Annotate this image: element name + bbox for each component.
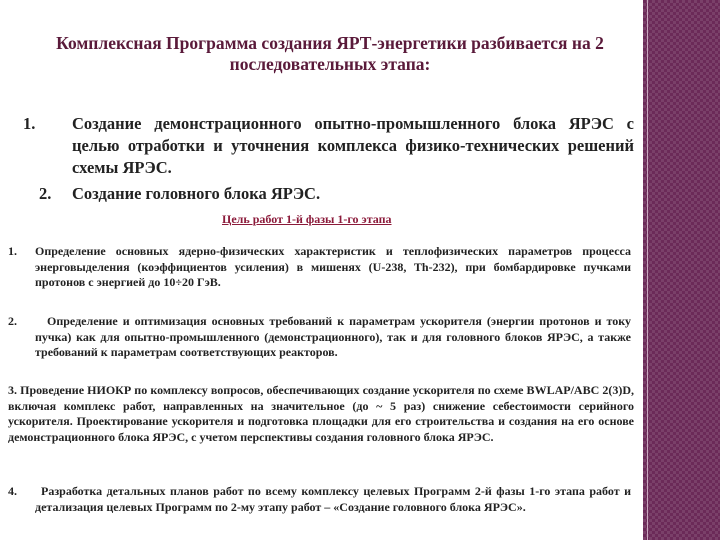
slide-title: Комплексная Программа создания ЯРТ-энергетики разбивается на 2 последовательных этапа: <box>56 33 604 74</box>
goal-2-text: Определение и оптимизация основных требований к параметрам ускорителя (энергии протонов и току пучка) как для опытно-промышленного (демонстрационного), так и для головного блоков ЯРЭС, а также требований к параметрам соответствующих реакторов. <box>35 314 631 359</box>
goal-2-number: 2. <box>8 314 17 328</box>
goal-3 <box>8 383 634 445</box>
stage-1-number: 1. <box>23 114 36 133</box>
goal-1-text: Определение основных ядерно-физических характеристик и теплофизических параметров процесса энерговыделения (коэффициентов усиления) в мишенях (U-238, Th-232), при бомбардировке пучками протонов с энергией до 10÷20 ГэВ. <box>35 244 631 289</box>
phase-goal-subheading: Цель работ 1-й фазы 1-го этапа <box>222 212 392 226</box>
goal-1-number: 1. <box>8 244 17 258</box>
goal-3-text: Проведение НИОКР по комплексу вопросов, обеспечивающих создание ускорителя по схеме BWLAP/ABC 2(3)D, включая комплекс работ, направленных на значительное (до ~ 5 раз) снижение себестоимости серийного ускорителя. Проектирование ускорителя и подготовка площадки для его строительства и создания на его основе демонстрационного блока ЯРЭС, с учетом перспективы создания головного блока ЯРЭС. <box>8 383 635 444</box>
goal-3-number: 3. <box>8 383 17 397</box>
stage-1-text: Создание демонстрационного опытно-промышленного блока ЯРЭС с целью отработки и уточнения комплекса физико-технических решений схемы ЯРЭС. <box>72 114 634 177</box>
sidebar-divider <box>647 0 648 540</box>
goal-4-text: Разработка детальных планов работ по всему комплексу целевых Программ 2-й фазы 1-го этапа работ и детализация целевых Программ по 2-му этапу работ – «Создание головного блока ЯРЭС». <box>35 484 631 514</box>
stage-2-number: 2. <box>39 184 52 203</box>
stage-2-text: Создание головного блока ЯРЭС. <box>72 184 321 203</box>
sidebar-pattern <box>643 0 720 540</box>
goal-4-number: 4. <box>8 484 17 498</box>
decorative-sidebar <box>643 0 720 540</box>
